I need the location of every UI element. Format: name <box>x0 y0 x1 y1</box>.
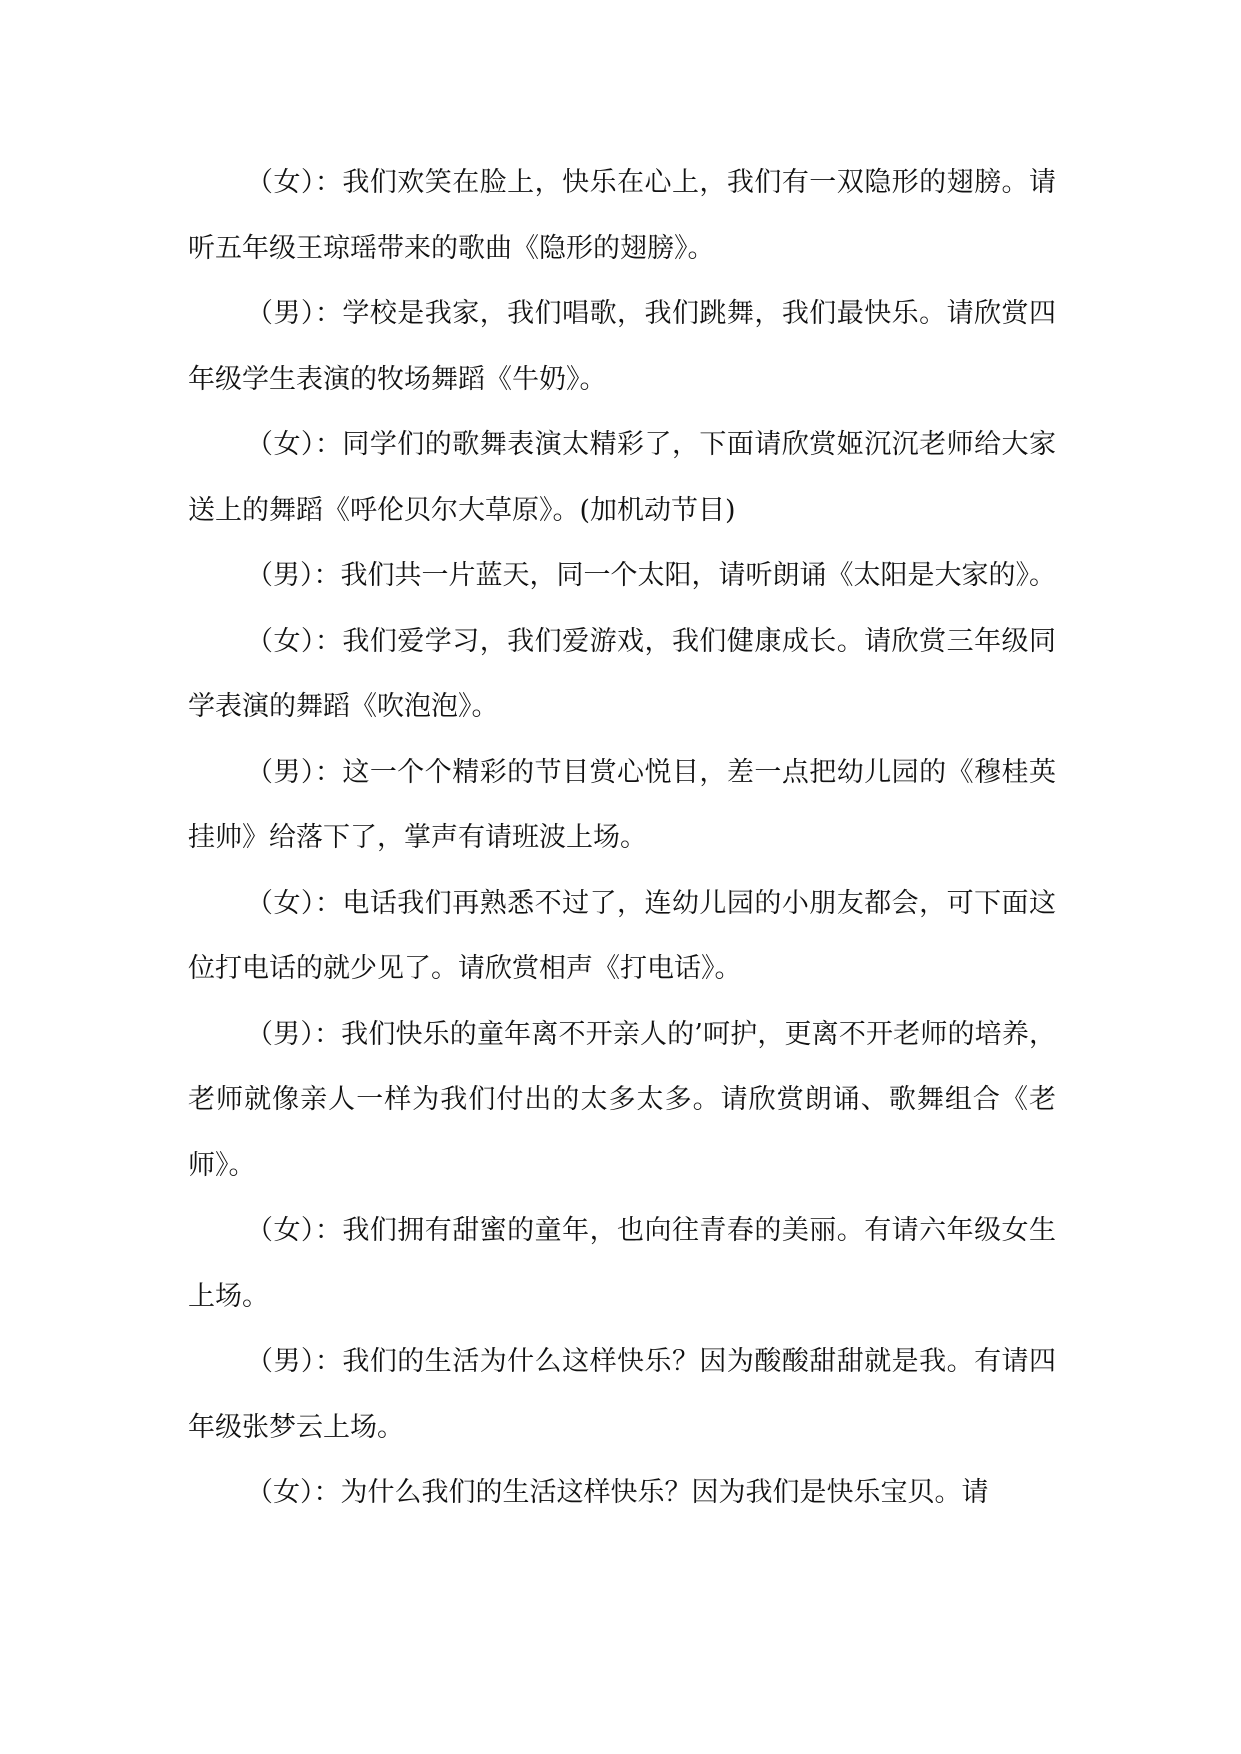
speaker-label: （女）： <box>246 167 343 198</box>
paragraph-text: 我们欢笑在脸上，快乐在心上，我们有一双隐形的翅膀。请听五年级王琼瑶带来的歌曲《隐形的翅膀》。 <box>188 167 1057 264</box>
paragraph <box>188 150 1056 281</box>
paragraph-text: 电话我们再熟悉不过了，连幼儿园的小朋友都会，可下面这位打电话的就少见了。请欣赏相声《打电话》。 <box>188 887 1057 984</box>
speaker-label: （女）： <box>246 625 343 657</box>
speaker-label: （男）： <box>246 1346 343 1377</box>
paragraph-text: 我们拥有甜蜜的童年，也向往青春的美丽。有请六年级女生上场。 <box>188 1215 1057 1312</box>
paragraph-text: 我们共一片蓝天，同一个太阳，请听朗诵《太阳是大家的》。 <box>340 560 1056 591</box>
speaker-label: （男）： <box>246 756 343 788</box>
paragraph-text: 我们的生活为什么这样快乐？因为酸酸甜甜就是我。有请四年级张梦云上场。 <box>188 1346 1057 1443</box>
paragraph <box>188 281 1056 412</box>
paragraph-text: 我们爱学习，我们爱游戏，我们健康成长。请欣赏三年级同学表演的舞蹈《吹泡泡》。 <box>188 625 1057 722</box>
paragraph <box>188 1460 1056 1526</box>
paragraph <box>188 740 1056 871</box>
speaker-label: （女）： <box>246 1477 341 1508</box>
document-body <box>188 150 1056 1526</box>
paragraph <box>188 609 1056 740</box>
paragraph-text: 同学们的歌舞表演太精彩了，下面请欣赏姬沉沉老师给大家送上的舞蹈《呼伦贝尔大草原》。(加机动节目) <box>188 429 1057 526</box>
paragraph <box>188 871 1056 1002</box>
speaker-label: （女）： <box>246 887 343 919</box>
paragraph <box>188 1329 1056 1460</box>
paragraph-text: 我们快乐的童年离不开亲人的’呵护，更离不开老师的培养，老师就像亲人一样为我们付出的太多太多。请欣赏朗诵、歌舞组合《老师》。 <box>188 1018 1056 1181</box>
paragraph-text: 这一个个精彩的节目赏心悦目，差一点把幼儿园的《穆桂英挂帅》给落下了，掌声有请班波上场。 <box>188 756 1057 853</box>
paragraph-text: 为什么我们的生活这样快乐？因为我们是快乐宝贝。请 <box>340 1477 989 1508</box>
paragraph-text: 学校是我家，我们唱歌，我们跳舞，我们最快乐。请欣赏四年级学生表演的牧场舞蹈《牛奶》。 <box>188 298 1057 395</box>
speaker-label: （男）： <box>246 560 341 591</box>
paragraph <box>188 1198 1056 1329</box>
speaker-label: （女）： <box>246 1215 343 1246</box>
paragraph <box>188 543 1056 609</box>
speaker-label: （男）： <box>246 1018 342 1050</box>
speaker-label: （女）： <box>246 429 343 460</box>
speaker-label: （男）： <box>246 298 343 329</box>
paragraph <box>188 412 1056 543</box>
paragraph <box>188 1002 1056 1199</box>
